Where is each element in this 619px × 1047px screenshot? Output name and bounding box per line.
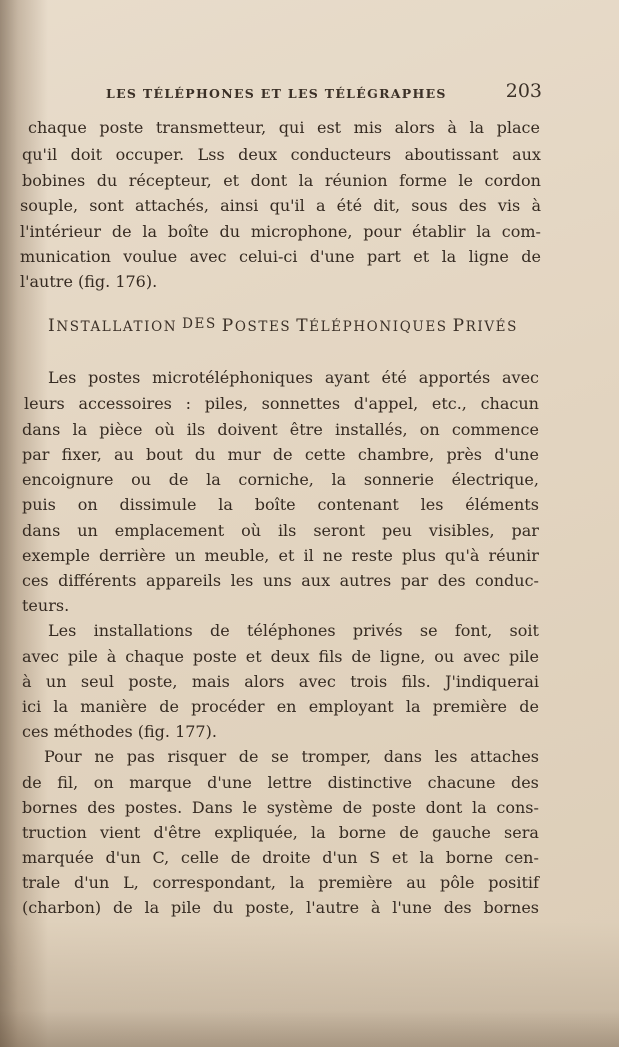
text-line: chaque poste transmetteur, qui est mis alors à la place xyxy=(28,118,540,137)
text-line: dans la pièce où ils doivent être installés, on commence xyxy=(22,420,539,439)
text-line: dans un emplacement où ils seront peu visibles, par xyxy=(22,521,539,540)
text-line: Pour ne pas risquer de se tromper, dans les attaches xyxy=(44,747,539,766)
text-line: bobines du récepteur, et dont la réunion forme le cordon xyxy=(22,171,541,190)
text-line: ces différents appareils les uns aux autres par des conduc- xyxy=(22,571,539,590)
text-line: leurs accessoires : piles, sonnettes d'appel, etc., chacun xyxy=(24,394,539,413)
text-line: munication voulue avec celui-ci d'une part et la ligne de xyxy=(20,247,541,266)
text-line: exemple derrière un meuble, et il ne reste plus qu'à réunir xyxy=(22,546,539,565)
text-line: truction vient d'être expliquée, la borne de gauche sera xyxy=(22,823,539,842)
section-heading: INSTALLATION DES POSTES TÉLÉPHONIQUES PRIVÉS xyxy=(48,316,518,336)
running-title: LES TÉLÉPHONES ET LES TÉLÉGRAPHES xyxy=(106,86,447,101)
text-line: ici la manière de procéder en employant la première de xyxy=(22,697,539,716)
text-line: par fixer, au bout du mur de cette chambre, près d'une xyxy=(22,445,539,464)
text-line: l'intérieur de la boîte du microphone, pour établir la com- xyxy=(20,222,541,241)
page-number: 203 xyxy=(505,80,542,102)
text-line: qu'il doit occuper. Lss deux conducteurs aboutissant aux xyxy=(22,145,541,164)
text-line: de fil, on marque d'une lettre distinctive chacune des xyxy=(22,773,539,792)
text-line: encoignure ou de la corniche, la sonnerie électrique, xyxy=(22,470,539,489)
text-line: (charbon) de la pile du poste, l'autre à l'une des bornes xyxy=(22,898,539,917)
text-line: puis on dissimule la boîte contenant les éléments xyxy=(22,495,539,514)
text-line: Les postes microtéléphoniques ayant été apportés avec xyxy=(48,368,539,387)
text-line: marquée d'un C, celle de droite d'un S et la borne cen- xyxy=(22,848,539,867)
text-line: ces méthodes (fig. 177). xyxy=(22,722,217,741)
page-bottom-shadow xyxy=(0,1010,619,1047)
text-line: avec pile à chaque poste et deux fils de ligne, ou avec pile xyxy=(22,647,539,666)
text-line: bornes des postes. Dans le système de poste dont la cons- xyxy=(22,798,539,817)
text-line: trale d'un L, correspondant, la première au pôle positif xyxy=(22,873,539,892)
text-line: souple, sont attachés, ainsi qu'il a été dit, sous des vis à xyxy=(20,196,541,215)
text-line: à un seul poste, mais alors avec trois fils. J'indiquerai xyxy=(22,672,539,691)
text-line: teurs. xyxy=(22,596,70,615)
text-line: Les installations de téléphones privés se font, soit xyxy=(48,621,539,640)
text-line: l'autre (fig. 176). xyxy=(20,272,158,291)
running-header xyxy=(106,80,542,106)
